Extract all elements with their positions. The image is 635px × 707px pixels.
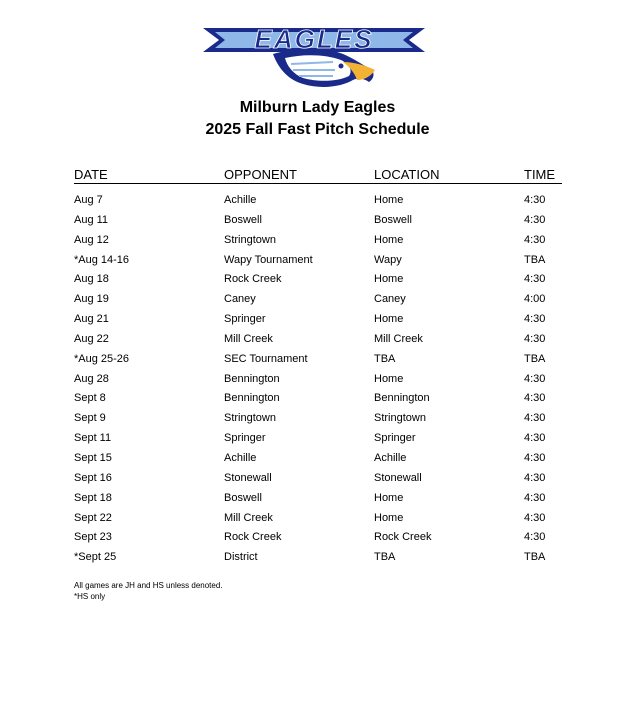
time-cell: 4:30 (524, 491, 546, 504)
opponent-cell: Boswell (224, 213, 262, 226)
opponent-cell: Stringtown (224, 412, 276, 425)
time-cell: 4:30 (524, 531, 546, 544)
table-row (74, 528, 562, 548)
date-cell: Aug 7 (74, 194, 103, 206)
opponent-cell: Mill Creek (224, 511, 273, 524)
logo-text: EAGLES (254, 24, 374, 52)
table-row (74, 290, 562, 310)
date-cell: Aug 12 (74, 233, 109, 246)
date-cell: *Aug 14-16 (74, 253, 130, 266)
column-header-time: TIME (524, 167, 556, 182)
location-cell: Home (374, 491, 404, 504)
time-cell: 4:30 (524, 332, 546, 345)
location-cell: Home (374, 313, 404, 326)
opponent-cell: Achille (224, 451, 257, 464)
time-cell: 4:30 (524, 213, 546, 226)
time-cell: 4:30 (524, 273, 546, 286)
table-row (74, 509, 562, 529)
date-cell: Aug 11 (74, 213, 109, 226)
date-cell: Sept 11 (74, 432, 112, 445)
location-cell: Wapy (374, 253, 402, 266)
table-row (74, 389, 562, 409)
date-cell: Aug 18 (74, 273, 109, 286)
opponent-cell: District (224, 551, 258, 564)
opponent-cell: SEC Tournament (224, 352, 308, 365)
date-cell: Sept 8 (74, 392, 106, 405)
location-cell: TBA (374, 551, 396, 564)
page-title: Milburn Lady Eagles (239, 99, 396, 116)
location-cell: Rock Creek (374, 531, 432, 544)
time-cell: TBA (524, 352, 546, 365)
opponent-cell: Achille (224, 194, 257, 206)
location-cell: TBA (374, 352, 396, 365)
date-cell: Sept 18 (74, 491, 112, 504)
date-cell: Aug 22 (74, 332, 109, 345)
opponent-cell: Bennington (224, 392, 280, 405)
time-cell: 4:30 (524, 194, 546, 206)
location-cell: Stonewall (374, 471, 422, 484)
time-cell: 4:30 (524, 451, 546, 464)
date-cell: Aug 28 (74, 372, 109, 385)
date-cell: Aug 21 (74, 313, 109, 326)
opponent-cell: Springer (224, 313, 266, 326)
table-row (74, 231, 562, 251)
location-cell: Springer (374, 432, 416, 445)
footnote-hs-only: *HS only (74, 592, 106, 601)
table-row (74, 370, 562, 390)
table-row (74, 310, 562, 330)
location-cell: Home (374, 372, 404, 385)
opponent-cell: Bennington (224, 372, 280, 385)
time-cell: 4:00 (524, 293, 546, 306)
page-subtitle: 2025 Fall Fast Pitch Schedule (205, 121, 430, 138)
column-header-location: LOCATION (374, 167, 440, 182)
table-row (74, 350, 562, 370)
opponent-cell: Mill Creek (224, 332, 273, 345)
table-row (74, 449, 562, 469)
table-row (74, 330, 562, 350)
location-cell: Stringtown (374, 412, 426, 425)
date-cell: Aug 19 (74, 293, 109, 306)
time-cell: 4:30 (524, 372, 546, 385)
table-row (74, 548, 562, 568)
location-cell: Boswell (374, 213, 412, 226)
date-cell: Sept 15 (74, 451, 112, 464)
location-cell: Bennington (374, 392, 430, 405)
date-cell: *Aug 25-26 (74, 352, 130, 365)
footnotes (74, 580, 223, 602)
date-cell: Sept 22 (74, 511, 112, 524)
time-cell: 4:30 (524, 432, 546, 445)
time-cell: 4:30 (524, 313, 546, 326)
location-cell: Caney (374, 293, 406, 306)
opponent-cell: Boswell (224, 491, 262, 504)
table-row (74, 409, 562, 429)
opponent-cell: Stringtown (224, 233, 276, 246)
column-header-opponent: OPPONENT (224, 167, 297, 182)
opponent-cell: Rock Creek (224, 531, 282, 544)
time-cell: TBA (524, 551, 546, 564)
time-cell: 4:30 (524, 471, 546, 484)
location-cell: Home (374, 511, 404, 524)
column-header-date: DATE (74, 167, 108, 182)
date-cell: Sept 16 (74, 471, 112, 484)
table-row (74, 191, 562, 211)
table-row (74, 270, 562, 290)
opponent-cell: Wapy Tournament (224, 253, 313, 266)
logo-wordmark (203, 24, 425, 52)
location-cell: Home (374, 233, 404, 246)
location-cell: Home (374, 194, 404, 206)
location-cell: Home (374, 273, 404, 286)
table-row (74, 469, 562, 489)
table-header (74, 167, 562, 184)
opponent-cell: Rock Creek (224, 273, 282, 286)
opponent-cell: Springer (224, 432, 266, 445)
time-cell: 4:30 (524, 511, 546, 524)
date-cell: *Sept 25 (74, 551, 117, 564)
time-cell: TBA (524, 253, 546, 266)
table-row (74, 251, 562, 271)
time-cell: 4:30 (524, 412, 546, 425)
opponent-cell: Caney (224, 293, 256, 306)
location-cell: Achille (374, 451, 407, 464)
table-row (74, 429, 562, 449)
date-cell: Sept 9 (74, 412, 106, 425)
schedule-table (74, 191, 562, 568)
opponent-cell: Stonewall (224, 471, 272, 484)
footnote-jh-hs: All games are JH and HS unless denoted. (74, 581, 223, 590)
table-row (74, 211, 562, 231)
location-cell: Mill Creek (374, 332, 423, 345)
date-cell: Sept 23 (74, 531, 112, 544)
time-cell: 4:30 (524, 392, 546, 405)
eagles-logo (203, 24, 425, 96)
table-row (74, 489, 562, 509)
time-cell: 4:30 (524, 233, 546, 246)
